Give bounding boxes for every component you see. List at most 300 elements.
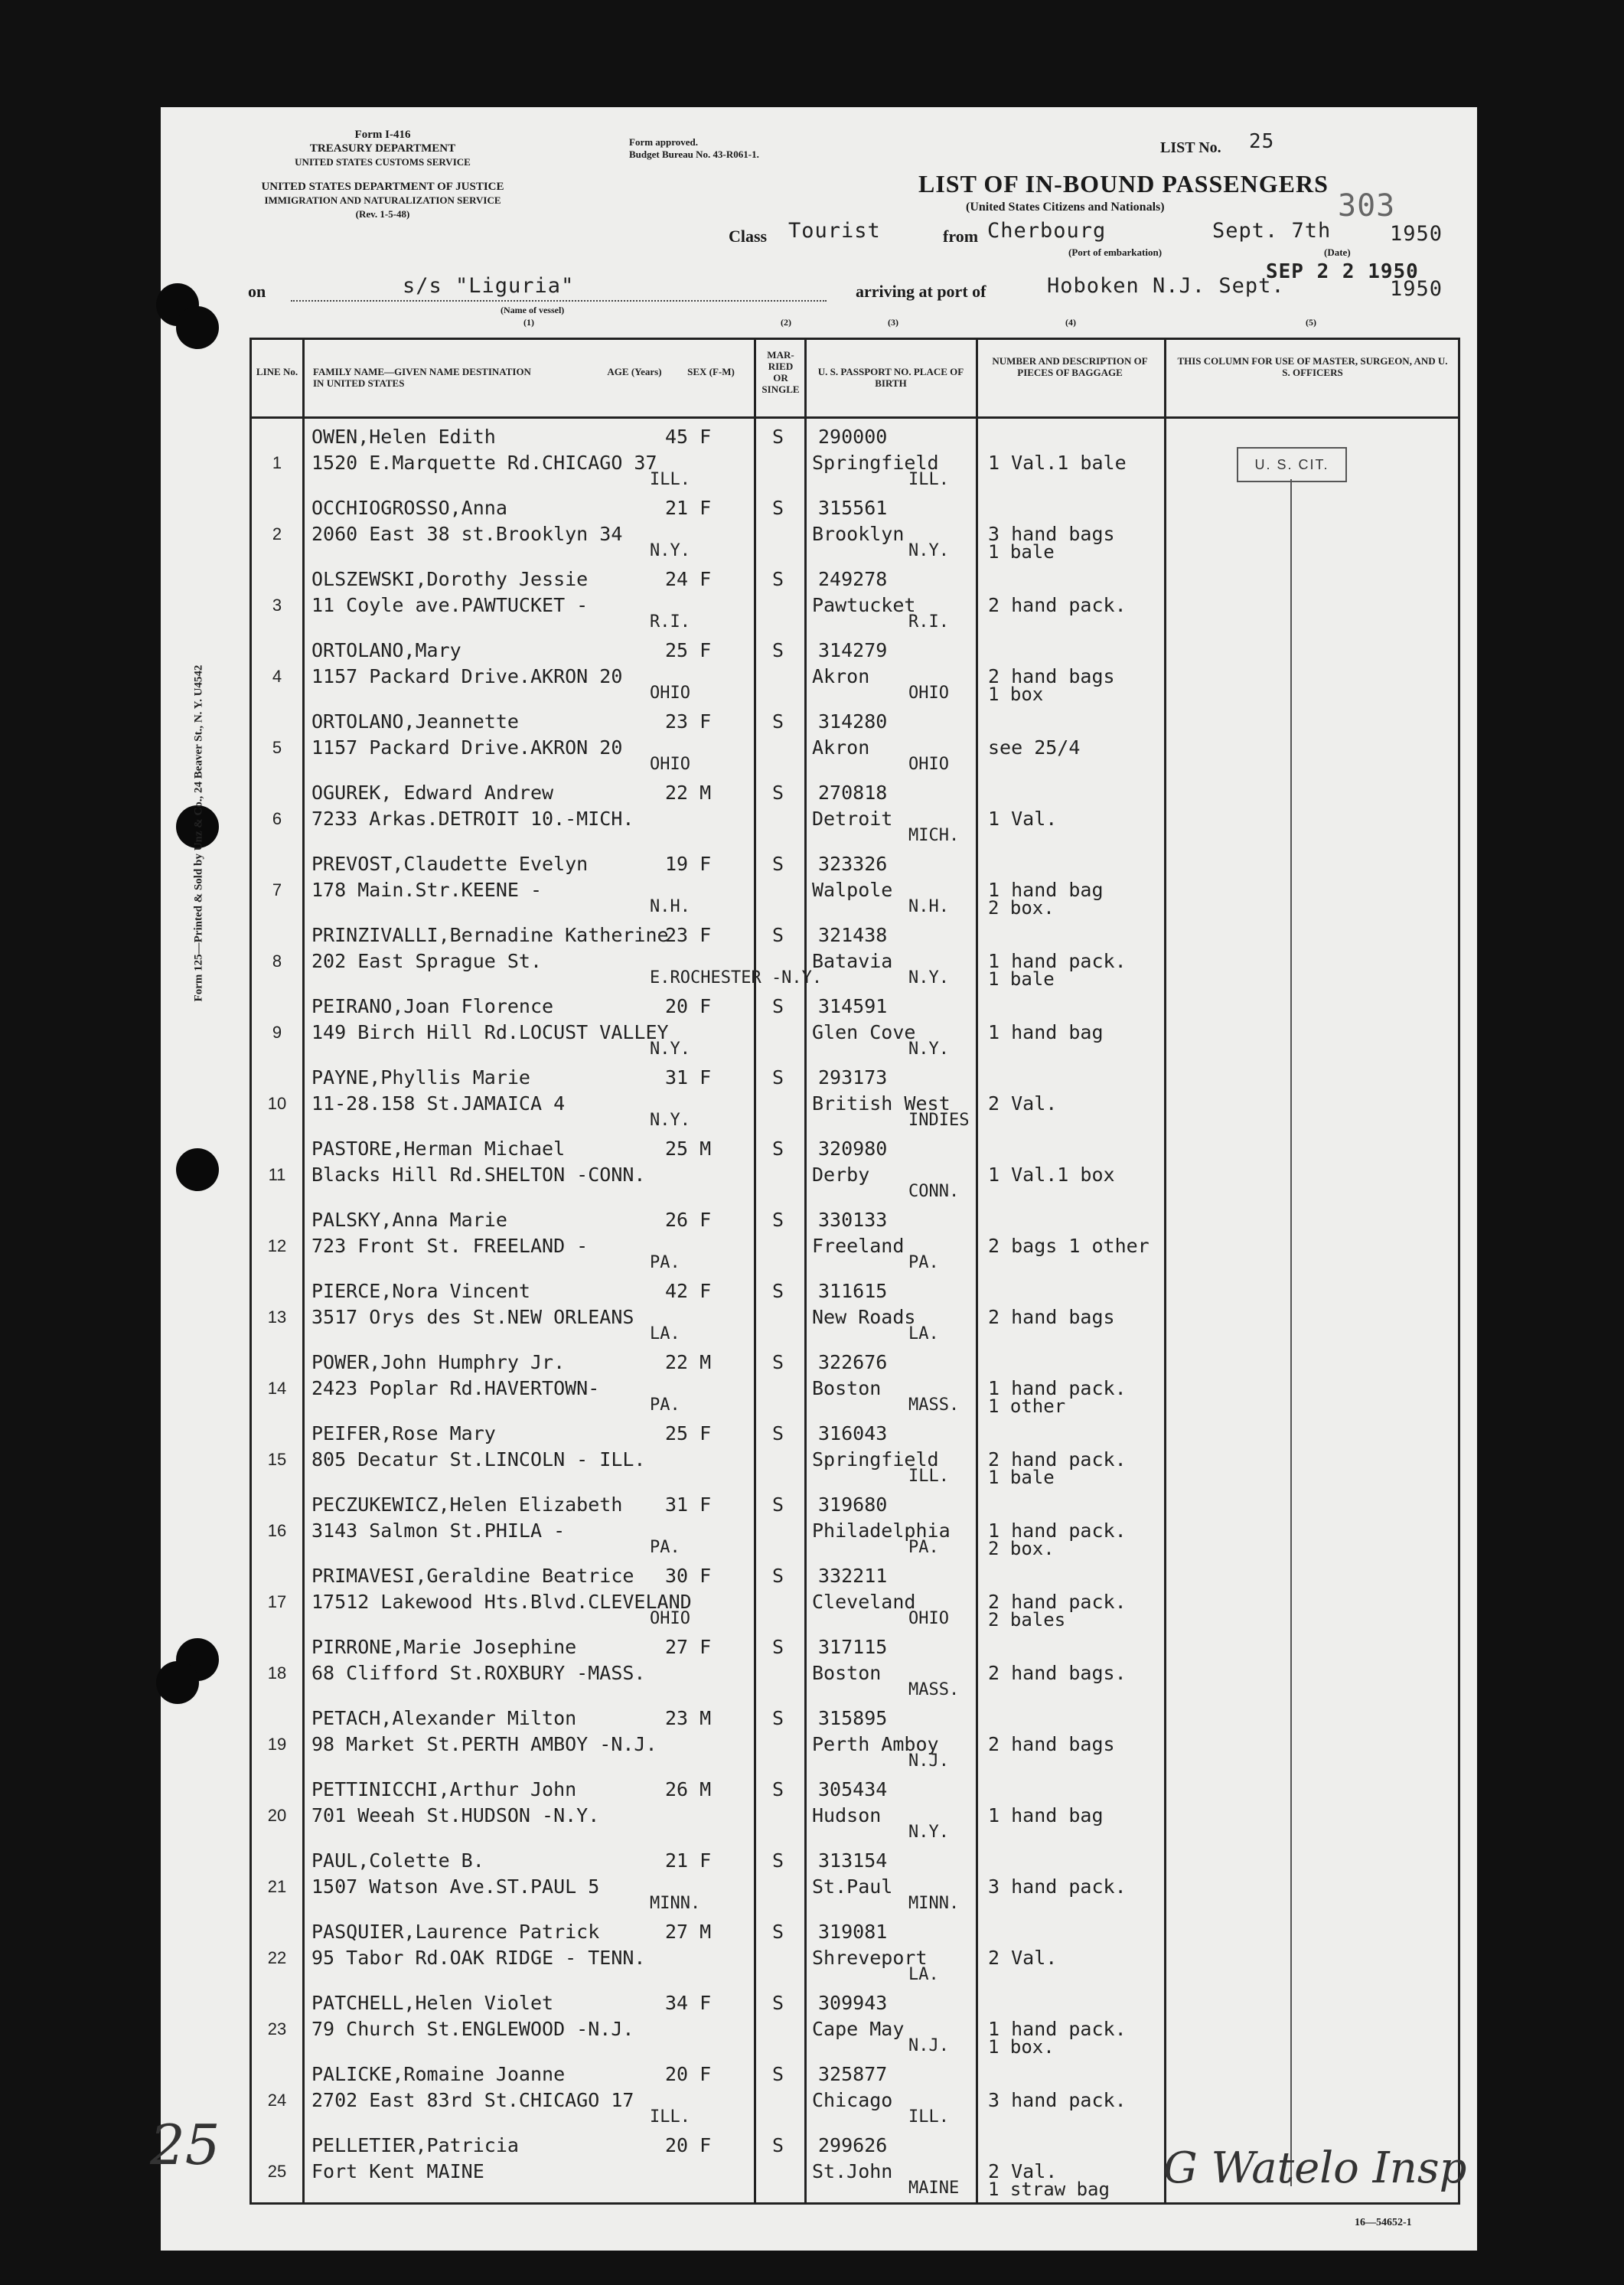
marital-status: S [772,995,784,1017]
binder-hole [156,1661,199,1704]
class-label: Class [729,227,768,246]
destination-state: ILL. [650,470,690,489]
baggage-extra: 1 straw bag [988,2179,1110,2200]
line-number: 9 [272,1023,282,1042]
line-number: 22 [267,1948,287,1967]
birth-state: N.J. [908,1751,949,1771]
passenger-age-sex: 20 F [665,995,712,1017]
passenger-name: PAUL,Colette B. [311,1849,484,1872]
embarkation-label: (Port of embarkation) [1068,246,1163,258]
birth-place: St.John [812,2160,893,2182]
passenger-age-sex: 25 F [665,1422,712,1444]
marital-status: S [772,497,784,519]
line-number: 2 [272,524,282,544]
marital-status: S [772,1636,784,1658]
marital-status: S [772,1493,784,1516]
baggage-description: 2 hand bags [988,1733,1115,1755]
from-value: Cherbourg [987,219,1107,243]
table-row [252,1484,1458,1559]
birth-state: ILL. [908,2107,949,2127]
marital-status: S [772,568,784,590]
line-number: 24 [267,2091,287,2110]
table-row [252,772,1458,844]
baggage-description: 2 Val. [988,2160,1058,2182]
arrival-port: Hoboken N.J. Sept. [1047,274,1285,298]
birth-place: Freeland [812,1235,905,1257]
baggage-description: 1 Val.1 box [988,1164,1115,1186]
destination-state: N.Y. [650,1111,690,1130]
baggage-extra: 1 bale [988,541,1055,563]
passenger-age-sex: 45 F [665,426,712,448]
birth-place: Glen Cove [812,1021,916,1043]
birth-place: Philadelphia [812,1520,951,1542]
baggage-extra: 1 box [988,684,1044,705]
form-approved: Form approved. [629,136,699,148]
passport-number: 323326 [818,853,888,875]
baggage-description: 2 hand pack. [988,1591,1127,1613]
birth-place: Cleveland [812,1591,916,1613]
passport-number: 325877 [818,2063,888,2085]
birth-place: Akron [812,665,870,687]
passport-number: 309943 [818,1992,888,2014]
passenger-name: PASTORE,Herman Michael [311,1138,566,1160]
list-no-label: LIST No. [1160,139,1221,156]
passport-number: 305434 [818,1778,888,1800]
baggage-description: 2 hand pack. [988,594,1127,616]
birth-place: Akron [812,736,870,759]
birth-state: ILL. [908,470,949,489]
destination-address: 149 Birch Hill Rd.LOCUST VALLEY [311,1021,669,1043]
marital-status: S [772,1351,784,1373]
destination-address: 3143 Salmon St.PHILA - [311,1520,566,1542]
passport-number: 319081 [818,1921,888,1943]
destination-address: 1157 Packard Drive.AKRON 20 [311,736,623,759]
birth-state: MICH. [908,826,960,845]
destination-address: 17512 Lakewood Hts.Blvd.CLEVELAND [311,1591,692,1613]
line-number: 11 [268,1165,286,1184]
baggage-description: 2 Val. [988,1947,1058,1969]
birth-place: Hudson [812,1804,882,1826]
passenger-name: PATCHELL,Helen Violet [311,1992,554,2014]
birth-place: Brooklyn [812,523,905,545]
passenger-age-sex: 30 F [665,1565,712,1587]
baggage-extra: 1 other [988,1395,1066,1417]
table-row [252,1698,1458,1769]
table-row [252,1911,1458,1983]
destination-state: N.Y. [650,1040,690,1059]
us-cit-bracket-line [1290,479,1292,2186]
passenger-name: ORTOLANO,Mary [311,639,461,661]
destination-state: PA. [650,1538,680,1557]
line-number: 14 [267,1379,287,1398]
passport-number: 313154 [818,1849,888,1872]
passport-number: 293173 [818,1066,888,1089]
marital-status: S [772,1280,784,1302]
class-value: Tourist [788,219,881,243]
date-year: 1950 [1390,222,1443,246]
baggage-extra: 1 box. [988,2036,1055,2058]
line-number: 7 [272,880,282,899]
table-row [252,915,1458,990]
baggage-extra: 2 bales [988,1609,1066,1631]
birth-place: Detroit [812,808,893,830]
baggage-description: 2 hand pack. [988,1448,1127,1471]
destination-state: N.Y. [650,541,690,560]
destination-address: Blacks Hill Rd.SHELTON -CONN. [311,1164,646,1186]
table-row [252,701,1458,772]
passenger-age-sex: 31 F [665,1066,712,1089]
baggage-description: 2 Val. [988,1092,1058,1115]
table-row [252,1555,1458,1631]
birth-state: OHIO [908,1609,949,1628]
date-value: Sept. 7th [1212,219,1332,243]
destination-address: 1157 Packard Drive.AKRON 20 [311,665,623,687]
passport-number: 314591 [818,995,888,1017]
baggage-description: 3 hand pack. [988,1875,1127,1898]
passenger-name: OGUREK, Edward Andrew [311,782,554,804]
baggage-description: 2 bags 1 other [988,1235,1150,1257]
passport-number: 299626 [818,2134,888,2156]
line-number: 10 [267,1094,287,1113]
destination-address: 202 East Sprague St. [311,950,543,972]
marital-status: S [772,1422,784,1444]
passport-number: 316043 [818,1422,888,1444]
birth-state: MINN. [908,1894,960,1913]
line-number: 5 [272,738,282,757]
passenger-age-sex: 25 M [665,1138,712,1160]
destination-address: 79 Church St.ENGLEWOOD -N.J. [311,2018,634,2040]
passport-number: 270818 [818,782,888,804]
birth-state: N.Y. [908,1040,949,1059]
passenger-age-sex: 23 F [665,924,712,946]
budget-bureau: Budget Bureau No. 43-R061-1. [629,149,759,160]
baggage-description: 1 hand pack. [988,1520,1127,1542]
baggage-description: 2 hand bags [988,665,1115,687]
header-line-no: LINE No. [256,366,298,377]
list-no-value: 25 [1249,130,1275,153]
destination-state: OHIO [650,684,690,703]
col-3-marker: (3) [888,317,898,328]
arrival-date-stamp: SEP 2 2 1950 [1266,260,1419,283]
marital-status: S [772,1209,784,1231]
birth-place: British West [812,1092,951,1115]
line-number: 4 [272,667,282,686]
line-number: 18 [267,1663,287,1683]
header-age: AGE (Years) [607,366,662,377]
passenger-age-sex: 22 M [665,1351,712,1373]
passenger-name: PALICKE,Romaine Joanne [311,2063,566,2085]
birth-state: N.Y. [908,968,949,987]
marital-status: S [772,426,784,448]
passenger-age-sex: 26 F [665,1209,712,1231]
table-row [252,559,1458,630]
arrival-year: 1950 [1390,277,1443,301]
destination-address: 2060 East 38 st.Brooklyn 34 [311,523,623,545]
destination-address: 805 Decatur St.LINCOLN - ILL. [311,1448,646,1471]
table-row [252,1769,1458,1840]
passport-number: 330133 [818,1209,888,1231]
marital-status: S [772,1849,784,1872]
passenger-age-sex: 24 F [665,568,712,590]
margin-number: 25 [150,2113,220,2177]
destination-address: 178 Main.Str.KEENE - [311,879,543,901]
passenger-age-sex: 19 F [665,853,712,875]
birth-state: R.I. [908,612,949,632]
table-row [252,986,1458,1057]
header-sex: SEX (F-M) [687,366,735,377]
justice-dept: UNITED STATES DEPARTMENT OF JUSTICE [261,181,504,193]
revision: (Rev. 1-5-48) [355,208,410,220]
line-number: 17 [267,1592,287,1611]
passport-number: 322676 [818,1351,888,1373]
birth-state: N.Y. [908,541,949,560]
passport-number: 317115 [818,1636,888,1658]
passport-number: 315561 [818,497,888,519]
binder-hole [176,306,219,349]
passenger-name: PETTINICCHI,Arthur John [311,1778,577,1800]
line-number: 13 [267,1307,287,1327]
destination-state: LA. [650,1324,680,1343]
destination-state: E.ROCHESTER -N.Y. [650,968,823,987]
passenger-name: OWEN,Helen Edith [311,426,496,448]
table-row [252,2054,1458,2125]
line-number: 23 [267,2019,287,2039]
birth-place: New Roads [812,1306,916,1328]
passenger-age-sex: 26 M [665,1778,712,1800]
passport-number: 290000 [818,426,888,448]
us-citizen-stamp: U. S. CIT. [1237,447,1347,482]
table-row [252,1840,1458,1911]
passport-number: 314279 [818,639,888,661]
passenger-age-sex: 31 F [665,1493,712,1516]
passenger-age-sex: 27 F [665,1636,712,1658]
table-row [252,1057,1458,1128]
marital-status: S [772,1066,784,1089]
col-1-marker: (1) [523,317,534,328]
destination-address: 3517 Orys des St.NEW ORLEANS [311,1306,634,1328]
treasury-dept: TREASURY DEPARTMENT [309,142,456,155]
birth-state: OHIO [908,755,949,774]
passenger-name: PAYNE,Phyllis Marie [311,1066,530,1089]
destination-state: PA. [650,1253,680,1272]
marital-status: S [772,1138,784,1160]
line-number: 20 [267,1806,287,1825]
table-row [252,1413,1458,1488]
marital-status: S [772,2063,784,2085]
line-number: 3 [272,596,282,615]
marital-status: S [772,1565,784,1587]
table-row [252,844,1458,919]
side-printer-note: Form 125—Printed & Sold by Unz & Co., 24 Beaver St., N. Y. U4542 [192,664,205,1002]
destination-address: 7233 Arkas.DETROIT 10.-MICH. [311,808,634,830]
baggage-description: 1 hand pack. [988,1377,1127,1399]
passenger-age-sex: 23 F [665,710,712,733]
line-number: 6 [272,809,282,828]
marital-status: S [772,1707,784,1729]
baggage-description: 1 Val. [988,808,1058,830]
birth-place: Batavia [812,950,893,972]
destination-state: N.H. [650,897,690,916]
from-label: from [943,227,979,246]
passenger-age-sex: 20 F [665,2134,712,2156]
form-number: Form I-416 [354,129,411,141]
destination-address: 11 Coyle ave.PAWTUCKET - [311,594,589,616]
table-row [252,1128,1458,1200]
passenger-name: PASQUIER,Laurence Patrick [311,1921,600,1943]
baggage-description: 2 hand bags. [988,1662,1127,1684]
passenger-name: OLSZEWSKI,Dorothy Jessie [311,568,589,590]
marital-status: S [772,710,784,733]
birth-state: PA. [908,1538,939,1557]
passport-number: 332211 [818,1565,888,1587]
passenger-name: PEIFER,Rose Mary [311,1422,496,1444]
line-number: 19 [267,1735,287,1754]
baggage-extra: 2 box. [988,1538,1055,1559]
passenger-name: PRINZIVALLI,Bernadine Katherine [311,924,669,946]
passenger-name: PECZUKEWICZ,Helen Elizabeth [311,1493,623,1516]
baggage-description: 3 hand bags [988,523,1115,545]
birth-place: Springfield [812,452,939,474]
birth-state: INDIES [908,1111,970,1130]
header-officers: THIS COLUMN FOR USE OF MASTER, SURGEON, AND U. S. OFFICERS [1177,355,1448,378]
passenger-name: OCCHIOGROSSO,Anna [311,497,507,519]
baggage-description: 1 hand pack. [988,950,1127,972]
marital-status: S [772,2134,784,2156]
passenger-age-sex: 34 F [665,1992,712,2014]
destination-state: OHIO [650,1609,690,1628]
birth-state: PA. [908,1253,939,1272]
destination-address: 11-28.158 St.JAMAICA 4 [311,1092,566,1115]
header-name: FAMILY NAME—GIVEN NAME DESTINATION IN UNITED STATES [313,366,531,389]
birth-place: Boston [812,1377,882,1399]
line-number: 1 [272,453,282,472]
birth-state: ILL. [908,1467,949,1486]
birth-place: Pawtucket [812,594,916,616]
passenger-age-sex: 20 F [665,2063,712,2085]
baggage-description: 1 hand pack. [988,2018,1127,2040]
baggage-description: 1 hand bag [988,1804,1104,1826]
header-passport: U. S. PASSPORT NO. PLACE OF BIRTH [817,366,964,389]
baggage-description: 2 hand bags [988,1306,1115,1328]
birth-place: Springfield [812,1448,939,1471]
passport-number: 320980 [818,1138,888,1160]
destination-address: 95 Tabor Rd.OAK RIDGE - TENN. [311,1947,646,1969]
passenger-age-sex: 42 F [665,1280,712,1302]
footer-code: 16—54652-1 [1355,2217,1412,2228]
col-2-marker: (2) [781,317,791,328]
passport-number: 321438 [818,924,888,946]
passenger-age-sex: 27 M [665,1921,712,1943]
vessel-label: (Name of vessel) [501,305,565,315]
date-label: (Date) [1324,246,1351,258]
baggage-extra: 1 bale [988,968,1055,990]
birth-state: MASS. [908,1680,960,1699]
marital-status: S [772,782,784,804]
birth-place: Boston [812,1662,882,1684]
passenger-name: PALSKY,Anna Marie [311,1209,507,1231]
passenger-name: PIRRONE,Marie Josephine [311,1636,577,1658]
header-baggage: NUMBER AND DESCRIPTION OF PIECES OF BAGGAGE [992,355,1148,378]
vessel-name: s/s "Liguria" [403,274,575,298]
destination-address: 68 Clifford St.ROXBURY -MASS. [311,1662,646,1684]
arriving-label: arriving at port of [856,282,986,301]
birth-place: Shreveport [812,1947,928,1969]
destination-address: 2702 East 83rd St.CHICAGO 17 [311,2089,634,2111]
binder-hole [176,1148,219,1191]
passenger-age-sex: 21 F [665,497,712,519]
birth-state: LA. [908,1324,939,1343]
baggage-description: 1 Val.1 bale [988,452,1127,474]
birth-state: MASS. [908,1395,960,1415]
birth-place: Cape May [812,2018,905,2040]
passenger-age-sex: 25 F [665,639,712,661]
passenger-name: PRIMAVESI,Geraldine Beatrice [311,1565,634,1587]
line-number: 21 [267,1877,287,1896]
birth-place: Derby [812,1164,870,1186]
birth-state: N.H. [908,897,949,916]
passport-number: 315895 [818,1707,888,1729]
birth-place: Chicago [812,2089,893,2111]
passenger-name: PIERCE,Nora Vincent [311,1280,530,1302]
passenger-age-sex: 21 F [665,1849,712,1872]
destination-address: 701 Weeah St.HUDSON -N.Y. [311,1804,600,1826]
table-row [252,1271,1458,1342]
table-row [252,630,1458,705]
marital-status: S [772,1992,784,2014]
line-number: 16 [267,1521,287,1540]
ins-service: IMMIGRATION AND NATURALIZATION SERVICE [264,194,501,206]
line-number: 25 [267,2162,287,2181]
passenger-name: PELLETIER,Patricia [311,2134,519,2156]
birth-place: Walpole [812,879,893,901]
baggage-extra: 2 box. [988,897,1055,919]
passenger-name: POWER,John Humphry Jr. [311,1351,566,1373]
customs-service: UNITED STATES CUSTOMS SERVICE [295,156,471,168]
passenger-age-sex: 23 M [665,1707,712,1729]
birth-state: N.J. [908,2036,949,2055]
table-row [252,1983,1458,2058]
marital-status: S [772,1778,784,1800]
baggage-description: 1 hand bag [988,879,1104,901]
inspector-signature: G Watelo Insp [1163,2143,1467,2193]
page-subtitle: (United States Citizens and Nationals) [966,201,1165,214]
destination-address: 98 Market St.PERTH AMBOY -N.J. [311,1733,657,1755]
passenger-name: PREVOST,Claudette Evelyn [311,853,589,875]
table-row [252,1200,1458,1271]
destination-state: MINN. [650,1894,701,1913]
birth-state: MAINE [908,2179,960,2198]
passport-number: 319680 [818,1493,888,1516]
marital-status: S [772,639,784,661]
page-number-stamp: 303 [1338,188,1396,224]
col-5-marker: (5) [1306,317,1316,328]
baggage-description: 1 hand bag [988,1021,1104,1043]
passenger-table [249,338,1460,2205]
birth-state: OHIO [908,684,949,703]
birth-place: Perth Amboy [812,1733,939,1755]
marital-status: S [772,853,784,875]
table-row [252,1342,1458,1417]
table-row [252,488,1458,563]
header-married: MAR- RIED OR SINGLE [761,349,800,395]
passport-number: 249278 [818,568,888,590]
line-number: 8 [272,952,282,971]
birth-state: CONN. [908,1182,960,1201]
table-row [252,1627,1458,1698]
destination-address: 1520 E.Marquette Rd.CHICAGO 37 [311,452,657,474]
marital-status: S [772,1921,784,1943]
birth-state: LA. [908,1965,939,1984]
